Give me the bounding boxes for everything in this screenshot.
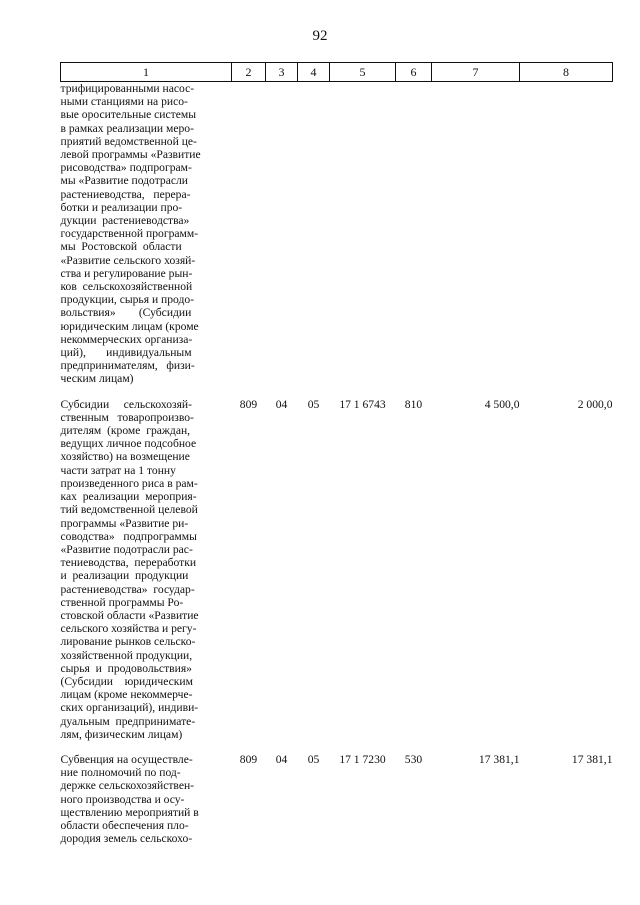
description-line: дукции растениеводства» xyxy=(60,214,190,228)
description-line: ществлению мероприятий в xyxy=(60,805,199,819)
header-cell: 5 xyxy=(330,63,396,82)
cell-expense-type xyxy=(396,82,432,386)
description-line: продукции, сырья и продо- xyxy=(60,293,195,307)
description-line: «Развитие подотрасли рас- xyxy=(60,542,193,556)
description-line: лицам (кроме некоммерче- xyxy=(60,688,193,702)
table-row xyxy=(61,398,613,741)
description-line: ческим лицам) xyxy=(60,372,134,386)
row-description xyxy=(61,82,232,386)
description-line: тий ведомственной целевой xyxy=(60,503,198,517)
header-cell: 1 xyxy=(61,63,232,82)
header-cell: 8 xyxy=(520,63,613,82)
cell-ministry xyxy=(232,82,266,386)
description-line: Субвенция на осуществле- xyxy=(60,752,193,766)
description-line: и реализации продукции xyxy=(60,569,189,583)
description-line: лям, физическим лицам) xyxy=(60,727,183,741)
cell-target-article: 17 1 7230 xyxy=(339,752,386,766)
description-line: ного производства и осу- xyxy=(60,792,185,806)
description-line: некоммерческих организа- xyxy=(60,332,193,346)
description-line: ственной программы Ро- xyxy=(60,595,184,609)
description-line: ственным товаропроизво- xyxy=(60,410,194,424)
cell-amount-2: 17 381,1 xyxy=(571,752,613,766)
description-line: трифицированными насос- xyxy=(60,82,195,95)
table-row xyxy=(61,753,613,845)
row-description xyxy=(61,398,232,741)
header-cell: 3 xyxy=(266,63,298,82)
description-line: приятий ведомственной це- xyxy=(60,134,197,148)
cell-amount-1: 17 381,1 xyxy=(478,752,520,766)
description-line: мы «Развитие подотрасли xyxy=(60,174,188,188)
cell-ministry: 809 xyxy=(239,397,258,411)
description-line: ботки и реализации про- xyxy=(60,200,183,214)
description-line: растениеводства» государ- xyxy=(60,582,195,596)
description-line: (Субсидии юридическим xyxy=(60,674,193,688)
cell-section xyxy=(266,82,298,386)
description-line: вольствия» (Субсидии xyxy=(60,306,192,320)
header-cell: 6 xyxy=(396,63,432,82)
cell-amount-2: 2 000,0 xyxy=(577,397,613,411)
description-line: Субсидии сельскохозяй- xyxy=(60,397,192,411)
cell-amount-2 xyxy=(520,82,613,386)
description-line: ских организаций), индиви- xyxy=(60,701,199,715)
description-line: области обеспечения пло- xyxy=(60,818,189,832)
description-line: ние полномочий по под- xyxy=(60,766,181,780)
table-row xyxy=(61,82,613,386)
cell-subsection: 05 xyxy=(307,752,320,766)
description-line: государственной программ- xyxy=(60,227,199,241)
description-line: хозяйство) на возмещение xyxy=(60,450,190,464)
cell-target-article: 17 1 6743 xyxy=(339,397,386,411)
description-line: дородия земель сельскохо- xyxy=(60,832,193,846)
cell-section: 04 xyxy=(275,752,288,766)
description-line: левой программы «Развитие xyxy=(60,148,201,162)
description-line: рисоводства» подпрограм- xyxy=(60,161,192,175)
description-line: предпринимателям, физи- xyxy=(60,359,195,373)
description-line: ков сельскохозяйственной xyxy=(60,280,193,294)
description-line: тениеводства, переработки xyxy=(60,556,197,570)
description-line: ства и регулирование рын- xyxy=(60,266,193,280)
description-line: юридическим лицам (кроме xyxy=(60,319,199,333)
description-line: программы «Развитие ри- xyxy=(60,516,189,530)
table-header-row xyxy=(61,63,613,82)
description-line: части затрат на 1 тонну xyxy=(60,463,176,477)
description-line: мы Ростовской области xyxy=(60,240,182,254)
description-line: ций), индивидуальным xyxy=(60,346,192,360)
budget-table xyxy=(60,62,613,845)
description-line: сырья и продовольствия» xyxy=(60,661,192,675)
description-line: «Развитие сельского хозяй- xyxy=(60,253,196,267)
description-line: произведенного риса в рам- xyxy=(60,476,198,490)
description-line: ведущих личное подсобное xyxy=(60,437,197,451)
header-cell: 2 xyxy=(232,63,266,82)
description-line: вые оросительные системы xyxy=(60,108,196,122)
cell-amount-1 xyxy=(432,82,520,386)
description-line: лирование рынков сельско- xyxy=(60,635,196,649)
description-line: дуальным предпринимате- xyxy=(60,714,196,728)
header-cell: 4 xyxy=(298,63,330,82)
description-line: стовской области «Развитие xyxy=(60,608,199,622)
description-line: соводства» подпрограммы xyxy=(60,529,197,543)
description-line: ными станциями на рисо- xyxy=(60,95,188,109)
cell-amount-1: 4 500,0 xyxy=(484,397,520,411)
description-line: в рамках реализации меро- xyxy=(60,121,194,135)
description-line: растениеводства, перера- xyxy=(60,187,191,201)
cell-subsection: 05 xyxy=(307,397,320,411)
description-line: ках реализации мероприя- xyxy=(60,490,197,504)
page-number: 92 xyxy=(312,28,328,44)
description-line: сельского хозяйства и регу- xyxy=(60,622,197,636)
description-line: дителям (кроме граждан, xyxy=(60,424,191,438)
description-line: хозяйственной продукции, xyxy=(60,648,193,662)
cell-ministry: 809 xyxy=(239,752,258,766)
cell-subsection xyxy=(298,82,330,386)
row-description xyxy=(61,753,232,845)
header-cell: 7 xyxy=(432,63,520,82)
cell-expense-type: 530 xyxy=(404,752,423,766)
cell-section: 04 xyxy=(275,397,288,411)
cell-target-article xyxy=(330,82,396,386)
description-line: держке сельскохозяйствен- xyxy=(60,779,195,793)
cell-expense-type: 810 xyxy=(404,397,423,411)
